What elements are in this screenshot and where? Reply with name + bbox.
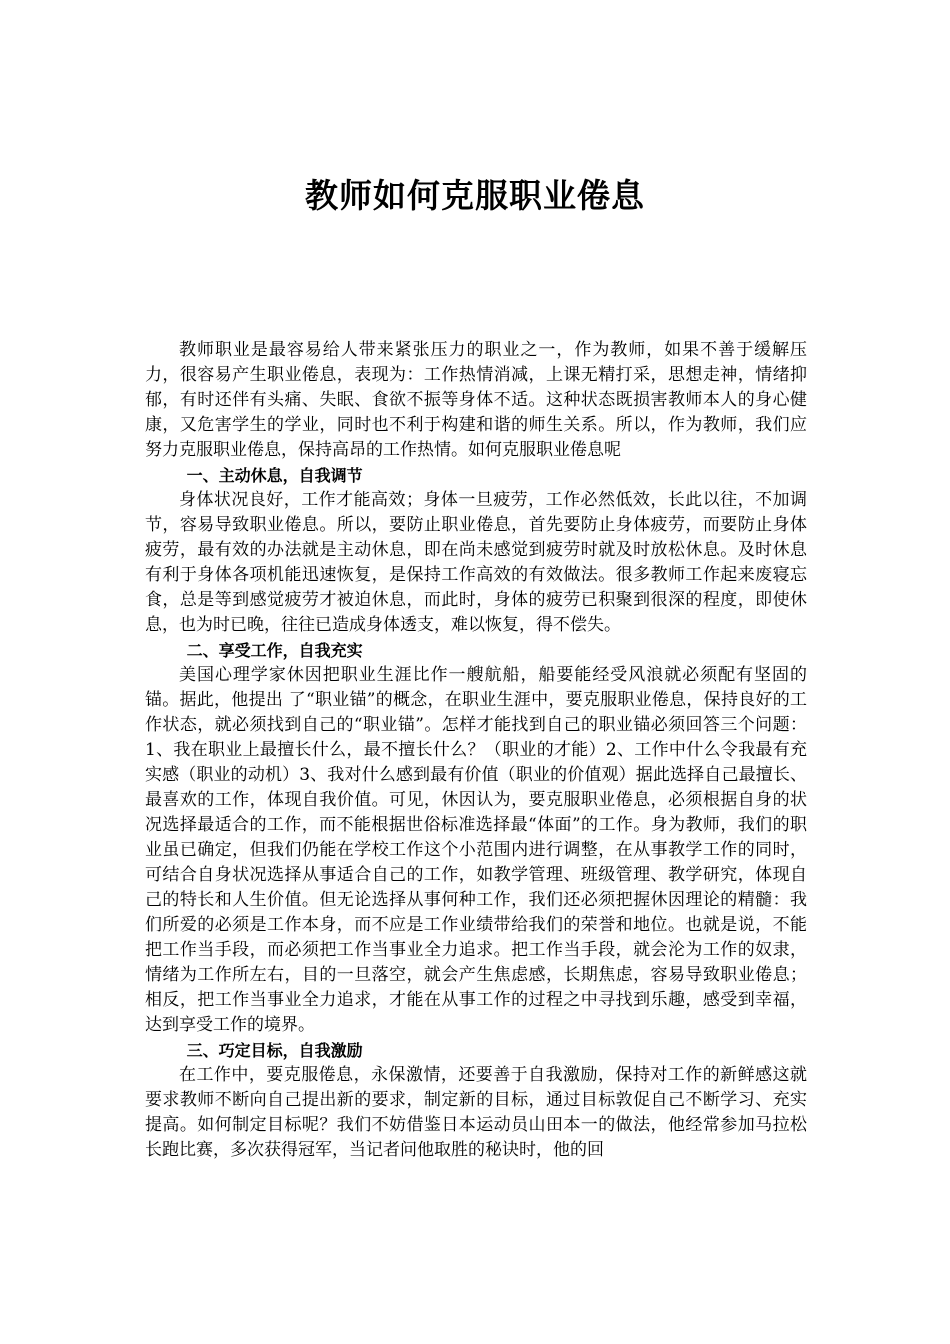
section-heading-2: 二、享受工作，自我充实	[186, 641, 363, 660]
section-paragraph-2: 美国心理学家休因把职业生涯比作一艘航船，船要能经受风浪就必须配有坚固的锚。据此，他提出 了“职业锚”的概念，在职业生涯中，要克服职业倦息，保持良好的工作状态，就必须找到自己的“职业锚”。怎样才能找到自己的职业锚必须回答三个问题：1、我在职业上最擅长什么，最不擅长什么？（职业的才能）2、工作中什么令我最有充实感（职业的动机）3、我对什么感到最有价值（职业的价值观）据此选择自己最擅长、最喜欢的工作，体现自我价值。可见，休因认为，要克服职业倦息，必须根据自身的状况选择最适合的工作，而不能根据世俗标准选择最“体面”的工作。身为教师，我们的职业虽已确定，但我们仍能在学校工作这个小范围内进行调整，在从事教学工作的同时，可结合自身状况选择从事适合自己的工作，如教学管理、班级管理、教学研究，体现自己的特长和人生价值。但无论选择从事何种工作，我们还必须把握休因理论的精髓：我们所爱的必须是工作本身，而不应是工作业绩带给我们的荣誉和地位。也就是说，不能把工作当手段，而必须把工作当事业全力追求。把工作当手段，就会沦为工作的奴隶，情绪为工作所左右，目的一旦落空，就会产生焦虑感，长期焦虑，容易导致职业倦息；相反，把工作当事业全力追求，才能在从事工作的过程之中寻找到乐趣，感受到幸福，达到享受工作的境界。	[145, 665, 807, 1035]
section-paragraph-3: 在工作中，要克服倦息，永保激情，还要善于自我激励，保持对工作的新鲜感这就要求教师不断向自己提出新的要求，制定新的目标，通过目标敦促自己不断学习、充实提高。如何制定目标呢？我们不妨借鉴日本运动员山田本一的做法，他经常参加马拉松长跑比赛，多次获得冠军，当记者问他取胜的秘诀时，他的回	[145, 1065, 807, 1160]
intro-paragraph: 教师职业是最容易给人带来紧张压力的职业之一，作为教师，如果不善于缓解压力，很容易产生职业倦息，表现为：工作热情消减，上课无精打采，思想走神，情绪抑郁，有时还伴有头痛、失眠、食欲不振等身体不适。这种状态既损害教师本人的身心健康，又危害学生的学业，同时也不利于构建和谐的师生关系。所以，作为教师，我们应努力克服职业倦息，保持高昂的工作热情。如何克服职业倦息呢	[145, 340, 807, 460]
section-paragraph-1: 身体状况良好，工作才能高效；身体一旦疲劳，工作必然低效，长此以往，不加调节，容易导致职业倦息。所以，要防止职业倦息，首先要防止身体疲劳，而要防止身体疲劳，最有效的办法就是主动休息，即在尚未感觉到疲劳时就及时放松休息。及时休息有利于身体各项机能迅速恢复，是保持工作高效的有效做法。很多教师工作起来废寝忘食，总是等到感觉疲劳才被迫休息，而此时，身体的疲劳已积聚到很深的程度，即使休息，也为时已晚，往往已造成身体透支，难以恢复，得不偿失。	[145, 490, 807, 635]
section-heading-1: 一、主动休息，自我调节	[186, 466, 363, 485]
document-body	[145, 338, 807, 1163]
document-title: 教师如何克服职业倦息	[305, 176, 645, 215]
section-heading-3: 三、巧定目标，自我激励	[186, 1041, 363, 1060]
